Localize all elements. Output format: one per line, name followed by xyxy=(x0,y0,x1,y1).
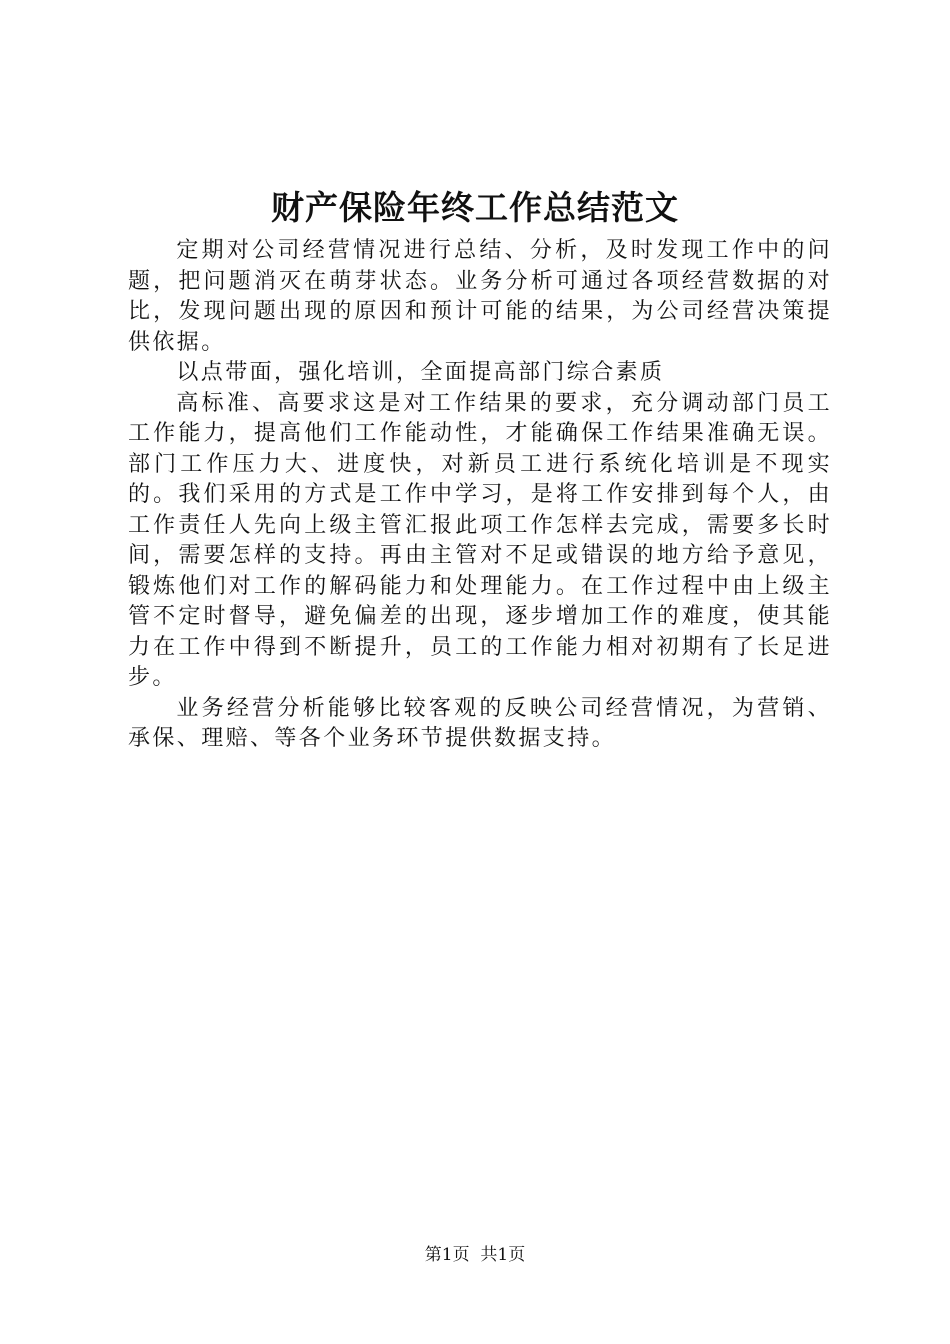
paragraph-2-heading: 以点带面，强化培训，全面提高部门综合素质 xyxy=(176,360,665,385)
page-footer xyxy=(0,1243,950,1267)
paragraph-4: 业务经营分析能够比较客观的反映公司经营情况，为营销、承保、理赔、等各个业务环节提供数据支持。 xyxy=(128,695,832,751)
document-title: 财产保险年终工作总结范文 xyxy=(271,188,679,227)
paragraph-3: 高标准、高要求这是对工作结果的要求，充分调动部门员工工作能力，提高他们工作能动性，才能确保工作结果准确无误。部门工作压力大、进度快，对新员工进行系统化培训是不现实的。我们采用的方式是工作中学习，是将工作安排到每个人，由工作责任人先向上级主管汇报此项工作怎样去完成，需要多长时间，需要怎样的支持。再由主管对不足或错误的地方给予意见，锻炼他们对工作的解码能力和处理能力。在工作过程中由上级主管不定时督导，避免偏差的出现，逐步增加工作的难度，使其能力在工作中得到不断提升，员工的工作能力相对初期有了长足进步。 xyxy=(128,390,832,690)
total-pages: 共1页 xyxy=(480,1245,526,1265)
document-body xyxy=(128,236,832,755)
footer-spacer xyxy=(470,1245,481,1265)
paragraph-1: 定期对公司经营情况进行总结、分析，及时发现工作中的问题，把问题消灭在萌芽状态。业务分析可通过各项经营数据的对比，发现问题出现的原因和预计可能的结果，为公司经营决策提供依据。 xyxy=(128,238,832,355)
page-number: 第1页 xyxy=(424,1245,470,1265)
